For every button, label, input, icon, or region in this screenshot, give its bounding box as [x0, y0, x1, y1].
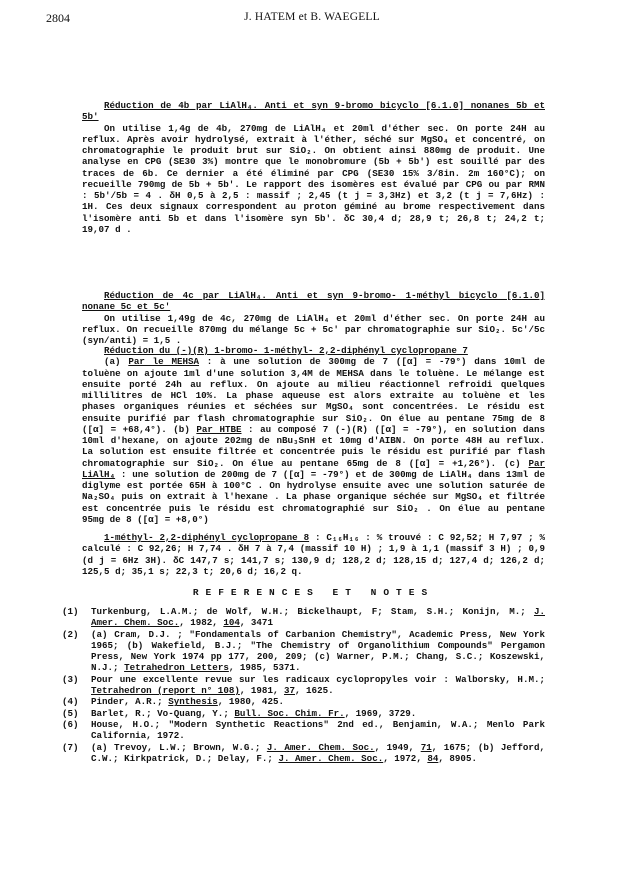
- reference-item: [62, 742, 545, 765]
- part-b-text: : au composé 7 (-)(R) ([α] = -79°), en solution dans 10ml d'hexane, on ajoute 202mg de nBu₃SnH et 10mg d'AIBN. On porte 48H au reflux. La solution est ensuite filtrée et concentrée puis le résidu est purifié par flash chromatographie sur SiO₂. On élue au pentane 65mg de 8 ([α] = +1,26°). (c): [82, 423, 545, 469]
- reference-text: , 1969, 3729.: [344, 707, 417, 719]
- reference-text: Barlet, R.; Vo-Quang, Y.;: [91, 707, 235, 719]
- part-b-title: Par HTBE: [196, 423, 242, 435]
- reference-text: , 1949,: [374, 741, 421, 753]
- reference-text: , 1981,: [239, 685, 284, 697]
- page-number: 2804: [46, 11, 70, 25]
- reference-text: , 1675; (b) Jefford, C.W.; Kirkpatrick, D.; Delay, F.;: [91, 741, 545, 764]
- reference-text: , 8905.: [438, 752, 477, 764]
- part-c-title: Par LiAlH₄: [82, 457, 545, 480]
- journal-ref: Tetrahedron (report n° 108): [91, 685, 240, 697]
- reference-text: , 1972,: [383, 752, 428, 764]
- reference-text: Turkenburg, L.A.M.; de Wolf, W.H.; Bickelhaupt, F; Stam, S.H.; Konijn, M.;: [91, 606, 534, 617]
- section-reduction-4b: [82, 100, 545, 235]
- reference-number: (3): [62, 673, 79, 685]
- journal-ref: Synthesis: [168, 696, 218, 708]
- reference-number: (5): [62, 707, 79, 719]
- references-heading: REFERENCES ET NOTES: [192, 587, 435, 598]
- journal-ref: 84: [427, 752, 439, 764]
- journal-ref: 104: [223, 617, 240, 629]
- section-body: : C₁₆H₁₆ : % trouvé : C 92,52; H 7,97 ; % calculé : C 92,26; H 7,74 . δH 7 à 7,4 (massif 10 H) ; 1,9 à 1,1 (massif 3 H) ; 0,9 (d j = 6Hz 3H). δC 147,7 s; 141,7 s; 130,9 d; 128,2 d; 128,15 d; 127,4 d; 126,2 d; 125,5 d; 35,1 s; 22,3 t; 20,6 d; 16,2 q.: [82, 532, 545, 577]
- journal-ref: Tetrahedron Letters: [124, 662, 229, 674]
- reference-item: [62, 629, 545, 674]
- journal-ref: 37: [283, 685, 296, 697]
- reference-item: [62, 696, 545, 707]
- journal-ref: J. Amer. Chem. Soc.: [266, 741, 375, 753]
- reference-number: (4): [62, 696, 79, 708]
- reference-text: , 1985, 5371.: [228, 662, 301, 674]
- running-head: J. HATEM et B. WAEGELL: [244, 11, 380, 23]
- reference-item: [62, 719, 545, 742]
- reference-text: , 3471: [239, 617, 273, 629]
- reference-item: [62, 708, 545, 719]
- reference-number: (2): [62, 628, 79, 640]
- section-title: Réduction de 4c par LiAlH₄. Anti et syn 9-bromo- 1-méthyl bicyclo [6.1.0] nonane 5c et 5c': [82, 290, 545, 313]
- part-a-text: : à une solution de 300mg de 7 ([α] = -79°) dans 10ml de toluène on ajoute 1ml d'une solution 3,4M de MEHSA dans le toluène. Le mélange est ensuite porté 24h au reflux. On ajoute au milieu réactionnel refroidi quelques millilitres de HCl 10%. La phase aqueuse est alors extraite au toluène et les phases organiques réunies et séchées sur MgSO₄ sont concentrées. Le résidu est ensuite purifié par flash chromatographie sur SiO₂. On élue au pentane 75mg de 8 ([α] = +68,4°). (b): [82, 356, 546, 435]
- reference-item: [62, 674, 545, 697]
- journal-ref: 71: [420, 741, 432, 753]
- reference-text: Pour une excellente revue sur les radicaux cyclopropyles voir : Walborsky, H.M.;: [91, 673, 545, 685]
- reference-text: House, H.O.; "Modern Synthetic Reactions" 2nd ed., Benjamin, W.A.; Menlo Park California, 1972.: [91, 718, 545, 742]
- section-compound-8: [82, 532, 545, 577]
- part-a-label: (a): [104, 356, 121, 368]
- reference-text: , 1982,: [179, 617, 224, 629]
- page-header: [46, 11, 578, 27]
- journal-ref: J. Amer. Chem. Soc.: [91, 606, 545, 629]
- reference-text: (a) Trevoy, L.W.; Brown, W.G.;: [91, 741, 267, 753]
- journal-ref: Bull. Soc. Chim. Fr.: [234, 707, 345, 719]
- reference-number: (6): [62, 718, 79, 730]
- section-reduction-7: [82, 345, 545, 525]
- section-title: Réduction du (-)(R) 1-bromo- 1-méthyl- 2,2-diphényl cyclopropane 7: [104, 345, 468, 356]
- reference-text: , 1980, 425.: [217, 696, 284, 708]
- section-body: On utilise 1,4g de 4b, 270mg de LiAlH₄ et 20ml d'éther sec. On porte 24H au reflux. Après avoir hydrolysé, extrait à l'éther, séché sur MgSO₄ et concentré, on chromatographie le produit brut sur SiO₂. On obtient ainsi 880mg de produit. Une analyse en CPG (SE30 3%) montre que le monobromure (5b + 5b') est souillé par des traces de 6b. Ce dernier a été éliminé par CPG (SE30 15% 3/8in. 2m 160°C); on recueille 790mg de 5b + 5b'. Le rapport des isomères est évalué par CPG ou par RMN : 5b'/5b = 4 . δH 0,5 à 2,5 : massif ; 2,45 (t j = 3,3Hz) et 3,2 (t j = 7,6Hz) : 1H. Ces deux signaux correspondent au proton géminé au brome respectivement dans l'isomère anti 5b et dans l'isomère syn 5b'. δC 30,4 d; 28,9 t; 26,8 t; 24,2 t; 19,07 d .: [82, 122, 545, 235]
- part-a-title: Par le MEHSA: [128, 356, 200, 368]
- reference-item: [62, 606, 545, 629]
- reference-number: (7): [62, 741, 79, 753]
- reference-text: , 1625.: [295, 685, 334, 697]
- section-body: On utilise 1,49g de 4c, 270mg de LiAlH₄ et 20ml d'éther sec. On porte 24H au reflux. On recueille 870mg du mélange 5c + 5c' par chromatographie sur SiO₂. 5c'/5c (syn/anti) = 1,5 .: [82, 312, 545, 346]
- reference-number: (1): [62, 606, 79, 617]
- reference-text: Pinder, A.R.;: [91, 696, 169, 708]
- journal-ref: J. Amer. Chem. Soc.: [278, 752, 384, 764]
- section-title: 1-méthyl- 2,2-diphényl cyclopropane 8: [104, 532, 310, 543]
- section-reduction-4c: [82, 290, 545, 346]
- section-title: Réduction de 4b par LiAlH₄. Anti et syn 9-bromo bicyclo [6.1.0] nonanes 5b et 5b': [82, 100, 545, 123]
- reference-text: (a) Cram, D.J. ; "Fondamentals of Carbanion Chemistry", Academic Press, New York 1965; (b) Wakefield, B.J.; "The Chemistry of Organolithium Compounds" Pergamon Press, New York 1974 pp 177, 200, 209; (c) Warner, P.M.; Chang, S.C.; Koszewski, N.J.;: [91, 628, 545, 674]
- section-body: [82, 356, 545, 525]
- part-c-text: : une solution de 200mg de 7 ([α] = -79°) et de 300mg de LiAlH₄ dans 13ml de diglyme est portée 65H à 100°C . On hydrolyse ensuite avec une solution saturée de Na₂SO₄ puis on extrait à l'hexane . La phase organique séchée sur MgSO₄ et filtrée est concentrée puis le résidu est chromatographié sur SiO₂ . On élue au pentane 95mg de 8 ([α] = +8,0°): [82, 468, 545, 525]
- references-list: [62, 606, 545, 764]
